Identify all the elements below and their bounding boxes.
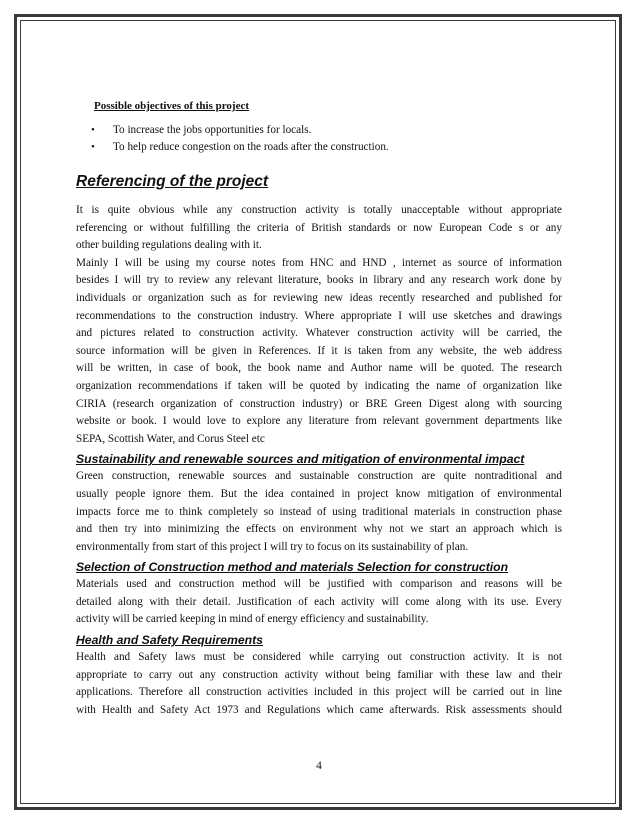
objectives-title: Possible objectives of this project [94, 100, 249, 112]
referencing-paragraph [76, 202, 562, 448]
text-line: It is quite obvious while any construction activity is totally unacceptable without appropriate [76, 204, 562, 216]
text-line: besides I will try to review any relevant literature, books in library and any research work done by [76, 274, 562, 287]
selection-paragraph [76, 576, 562, 629]
text-line: with Health and Safety Act 1973 and Regulations which came afterwards. Risk assessments should [76, 703, 562, 716]
text-line: SEPA, Scottish Water, and Corus Steel etc [76, 432, 265, 445]
text-line: organization recommendations if taken will be quoted by indicating the name of organization like [76, 379, 562, 392]
sustainability-heading: Sustainability and renewable sources and mitigation of environmental impact [76, 452, 525, 467]
objective-item: • To increase the jobs opportunities for locals. [91, 122, 562, 139]
text-line: referencing or without fulfilling the criteria of British standards or now European Code s or any [76, 221, 562, 234]
selection-heading: Selection of Construction method and materials Selection for construction [76, 560, 509, 575]
text-line: will be written, in case of book, the book name and Author name will be quoted. The research [76, 362, 562, 375]
text-line: individuals or organization such as for reviewing new ideas recently researched and published for [76, 291, 562, 304]
text-line: CIRIA (research organization of construction industry) or BRE Green Digest along with sourcing [76, 397, 562, 410]
text-line: website or book. I would love to explore any literature from relevant government departments like [76, 415, 562, 428]
objectives-list [76, 122, 562, 156]
objective-item: • To help reduce congestion on the roads after the construction. [91, 139, 562, 156]
text-line: source information will be given in References. If it is taken from any website, the web address [76, 344, 562, 357]
text-line: usually people ignore them. But the idea contained in project know mitigation of environmental [76, 487, 562, 500]
text-line: applications. Therefore all construction activities included in this project will be carried out in line [76, 686, 562, 699]
text-line: Materials used and construction method will be justified with comparison and reasons will be [76, 578, 562, 591]
text-line: and then try into minimizing the effects on environment why not we start an approach which is [76, 523, 562, 536]
text-line: Green construction, renewable sources and sustainable construction are quite nontraditional and [76, 470, 562, 483]
health-safety-heading: Health and Safety Requirements [76, 633, 263, 648]
health-safety-paragraph [76, 649, 562, 719]
page-number: 4 [316, 760, 322, 772]
text-line: impacts force me to think completely so instead of using traditional materials in construction phase [76, 505, 562, 518]
text-line: other building regulations dealing with it. [76, 239, 262, 252]
text-line: Health and Safety laws must be considered while carrying out construction activity. It is not [76, 651, 562, 664]
referencing-heading: Referencing of the project [76, 173, 269, 190]
text-line: recommendations to the construction industry. Where appropriate I will use sketches and drawings [76, 309, 562, 322]
text-line: detailed along with their detail. Justification of each activity will come along with its use. Every [76, 595, 562, 608]
text-line: activity will be carried keeping in mind of energy efficiency and sustainability. [76, 613, 429, 626]
sustainability-paragraph [76, 468, 562, 556]
text-line: and pictures related to construction activity. Whatever construction activity will be carried, the [76, 327, 562, 340]
text-line: Mainly I will be using my course notes from HNC and HND , internet as source of information [76, 256, 562, 269]
page-content [76, 98, 562, 719]
text-line: appropriate to carry out any construction activity without being familiar with these law and their [76, 668, 562, 681]
text-line: environmentally from start of this project I will try to focus on its sustainability of plan. [76, 540, 469, 553]
